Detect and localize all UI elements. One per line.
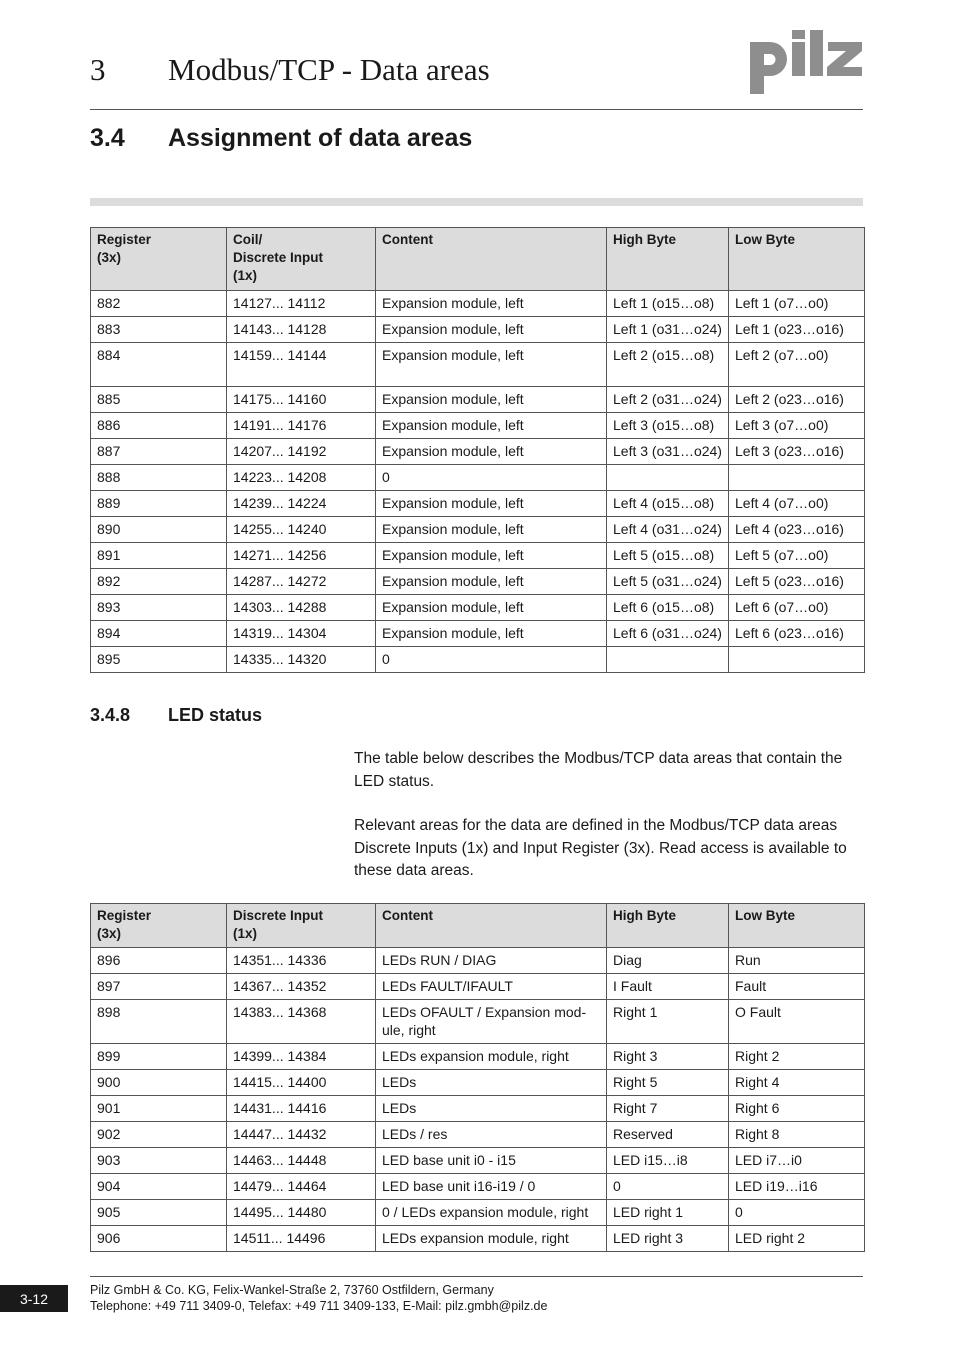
cell-discrete-input: 14479... 14464 [227, 1174, 376, 1200]
cell-discrete-input: 14271... 14256 [227, 543, 376, 569]
cell-discrete-input: 14335... 14320 [227, 647, 376, 673]
cell-content: LEDs [376, 1096, 607, 1122]
table-header-row [91, 228, 865, 291]
cell-low-byte: Right 4 [729, 1070, 865, 1096]
table-row [91, 647, 865, 673]
cell-register: 897 [91, 974, 227, 1000]
expansion-module-table [90, 227, 865, 673]
cell-low-byte: Right 8 [729, 1122, 865, 1148]
section-number: 3.4 [90, 124, 125, 152]
table-row [91, 595, 865, 621]
cell-register: 898 [91, 1000, 227, 1044]
cell-discrete-input: 14287... 14272 [227, 569, 376, 595]
cell-high-byte: Left 3 (o15…o8) [607, 413, 729, 439]
table-row [91, 291, 865, 317]
section-divider-bar [90, 198, 863, 206]
table-row [91, 1000, 865, 1044]
cell-low-byte: Left 5 (o23…o16) [729, 569, 865, 595]
column-header-register: Register (3x) [91, 228, 227, 291]
chapter-number: 3 [90, 52, 106, 87]
cell-discrete-input: 14303... 14288 [227, 595, 376, 621]
cell-high-byte: I Fault [607, 974, 729, 1000]
table-row [91, 343, 865, 387]
cell-register: 905 [91, 1200, 227, 1226]
cell-content: LEDs RUN / DIAG [376, 948, 607, 974]
cell-register: 891 [91, 543, 227, 569]
cell-high-byte: Left 6 (o15…o8) [607, 595, 729, 621]
cell-content: Expansion module, left [376, 517, 607, 543]
chapter-title: Modbus/TCP - Data areas [168, 52, 490, 87]
cell-high-byte: 0 [607, 1174, 729, 1200]
cell-high-byte: Left 2 (o31…o24) [607, 387, 729, 413]
subsection-title: LED status [168, 705, 263, 725]
table-row [91, 543, 865, 569]
cell-content: 0 / LEDs expansion module, right [376, 1200, 607, 1226]
cell-high-byte: Left 6 (o31…o24) [607, 621, 729, 647]
cell-discrete-input: 14191... 14176 [227, 413, 376, 439]
cell-low-byte: Left 2 (o7…o0) [729, 343, 865, 387]
table-row [91, 569, 865, 595]
footer-contact: Telephone: +49 711 3409-0, Telefax: +49 711 3409-133, E-Mail: pilz.gmbh@pilz.de [90, 1299, 548, 1313]
cell-discrete-input: 14207... 14192 [227, 439, 376, 465]
table-row [91, 1044, 865, 1070]
cell-register: 892 [91, 569, 227, 595]
cell-high-byte: Right 5 [607, 1070, 729, 1096]
cell-content: Expansion module, left [376, 595, 607, 621]
cell-high-byte: LED right 3 [607, 1226, 729, 1252]
cell-content: Expansion module, left [376, 317, 607, 343]
cell-high-byte: Left 1 (o15…o8) [607, 291, 729, 317]
cell-discrete-input: 14463... 14448 [227, 1148, 376, 1174]
cell-content: Expansion module, left [376, 439, 607, 465]
cell-high-byte [607, 647, 729, 673]
cell-low-byte: LED i7…i0 [729, 1148, 865, 1174]
cell-discrete-input: 14431... 14416 [227, 1096, 376, 1122]
cell-discrete-input: 14175... 14160 [227, 387, 376, 413]
cell-discrete-input: 14239... 14224 [227, 491, 376, 517]
cell-register: 896 [91, 948, 227, 974]
cell-discrete-input: 14495... 14480 [227, 1200, 376, 1226]
cell-high-byte: LED right 1 [607, 1200, 729, 1226]
cell-discrete-input: 14127... 14112 [227, 291, 376, 317]
cell-low-byte: Left 2 (o23…o16) [729, 387, 865, 413]
cell-discrete-input: 14319... 14304 [227, 621, 376, 647]
cell-low-byte: Left 3 (o7…o0) [729, 413, 865, 439]
cell-high-byte: Left 4 (o31…o24) [607, 517, 729, 543]
section-title: Assignment of data areas [168, 124, 473, 152]
cell-discrete-input: 14415... 14400 [227, 1070, 376, 1096]
cell-content: LEDs FAULT/IFAULT [376, 974, 607, 1000]
cell-discrete-input: 14159... 14144 [227, 343, 376, 387]
cell-register: 886 [91, 413, 227, 439]
cell-content: Expansion module, left [376, 343, 607, 387]
cell-content: LED base unit i0 - i15 [376, 1148, 607, 1174]
cell-discrete-input: 14447... 14432 [227, 1122, 376, 1148]
cell-content: LEDs OFAULT / Expansion mod- ule, right [376, 1000, 607, 1044]
cell-register: 903 [91, 1148, 227, 1174]
column-header-register: Register (3x) [91, 904, 227, 948]
cell-low-byte [729, 647, 865, 673]
cell-content: Expansion module, left [376, 291, 607, 317]
cell-low-byte: 0 [729, 1200, 865, 1226]
cell-high-byte [607, 465, 729, 491]
cell-register: 902 [91, 1122, 227, 1148]
column-header-high-byte: High Byte [607, 904, 729, 948]
cell-low-byte: Run [729, 948, 865, 974]
cell-content: LED base unit i16-i19 / 0 [376, 1174, 607, 1200]
cell-high-byte: Left 4 (o15…o8) [607, 491, 729, 517]
cell-discrete-input: 14511... 14496 [227, 1226, 376, 1252]
cell-high-byte: Right 7 [607, 1096, 729, 1122]
cell-low-byte: LED right 2 [729, 1226, 865, 1252]
table-row [91, 413, 865, 439]
cell-register: 887 [91, 439, 227, 465]
cell-content: Expansion module, left [376, 491, 607, 517]
cell-high-byte: Right 3 [607, 1044, 729, 1070]
cell-low-byte: Fault [729, 974, 865, 1000]
cell-discrete-input: 14367... 14352 [227, 974, 376, 1000]
cell-discrete-input: 14223... 14208 [227, 465, 376, 491]
cell-low-byte: LED i19…i16 [729, 1174, 865, 1200]
cell-register: 906 [91, 1226, 227, 1252]
cell-high-byte: LED i15…i8 [607, 1148, 729, 1174]
cell-content: LEDs expansion module, right [376, 1044, 607, 1070]
cell-discrete-input: 14255... 14240 [227, 517, 376, 543]
table-row [91, 974, 865, 1000]
table-row [91, 387, 865, 413]
access-paragraph: Relevant areas for the data are defined in the Modbus/TCP data areas Discrete Inputs (1x) and Input Register (3x). Read access is available to these data areas. [354, 817, 847, 879]
cell-low-byte: Right 2 [729, 1044, 865, 1070]
table-row [91, 948, 865, 974]
cell-low-byte: Left 3 (o23…o16) [729, 439, 865, 465]
cell-content: Expansion module, left [376, 413, 607, 439]
column-header-content: Content [376, 228, 607, 291]
cell-low-byte: Left 1 (o7…o0) [729, 291, 865, 317]
cell-register: 885 [91, 387, 227, 413]
column-header-content: Content [376, 904, 607, 948]
cell-low-byte: Left 5 (o7…o0) [729, 543, 865, 569]
cell-low-byte [729, 465, 865, 491]
led-status-table [90, 903, 865, 1252]
cell-register: 895 [91, 647, 227, 673]
cell-discrete-input: 14383... 14368 [227, 1000, 376, 1044]
cell-high-byte: Left 3 (o31…o24) [607, 439, 729, 465]
table-row [91, 1122, 865, 1148]
cell-register: 893 [91, 595, 227, 621]
table-row [91, 1148, 865, 1174]
table-row [91, 621, 865, 647]
table-row [91, 1070, 865, 1096]
column-header-discrete-input: Discrete Input (1x) [227, 904, 376, 948]
table-row [91, 1226, 865, 1252]
cell-discrete-input: 14399... 14384 [227, 1044, 376, 1070]
cell-low-byte: Left 6 (o23…o16) [729, 621, 865, 647]
table-row [91, 439, 865, 465]
cell-register: 901 [91, 1096, 227, 1122]
footer-rule [90, 1276, 863, 1277]
cell-content: Expansion module, left [376, 621, 607, 647]
cell-content: 0 [376, 647, 607, 673]
cell-content: Expansion module, left [376, 543, 607, 569]
table-row [91, 491, 865, 517]
cell-register: 890 [91, 517, 227, 543]
column-header-discrete-input: Coil/ Discrete Input (1x) [227, 228, 376, 291]
cell-high-byte: Left 5 (o15…o8) [607, 543, 729, 569]
column-header-high-byte: High Byte [607, 228, 729, 291]
cell-register: 889 [91, 491, 227, 517]
cell-low-byte: Right 6 [729, 1096, 865, 1122]
cell-register: 904 [91, 1174, 227, 1200]
intro-paragraph: The table below describes the Modbus/TCP data areas that contain the LED status. [354, 750, 843, 790]
cell-register: 883 [91, 317, 227, 343]
cell-content: Expansion module, left [376, 569, 607, 595]
cell-register: 882 [91, 291, 227, 317]
cell-high-byte: Left 2 (o15…o8) [607, 343, 729, 387]
cell-content: LEDs / res [376, 1122, 607, 1148]
cell-high-byte: Right 1 [607, 1000, 729, 1044]
cell-register: 894 [91, 621, 227, 647]
cell-content: LEDs expansion module, right [376, 1226, 607, 1252]
subsection-number: 3.4.8 [90, 705, 131, 725]
cell-high-byte: Diag [607, 948, 729, 974]
cell-content: 0 [376, 465, 607, 491]
cell-high-byte: Reserved [607, 1122, 729, 1148]
table-row [91, 517, 865, 543]
cell-content: Expansion module, left [376, 387, 607, 413]
table-row [91, 1174, 865, 1200]
table-row [91, 317, 865, 343]
cell-low-byte: O Fault [729, 1000, 865, 1044]
page-number-badge: 3-12 [0, 1285, 68, 1312]
column-header-low-byte: Low Byte [729, 904, 865, 948]
pilz-logo [748, 28, 866, 98]
cell-discrete-input: 14143... 14128 [227, 317, 376, 343]
column-header-low-byte: Low Byte [729, 228, 865, 291]
header-rule [90, 109, 863, 110]
cell-low-byte: Left 6 (o7…o0) [729, 595, 865, 621]
table-row [91, 1096, 865, 1122]
cell-register: 900 [91, 1070, 227, 1096]
cell-high-byte: Left 5 (o31…o24) [607, 569, 729, 595]
footer-address: Pilz GmbH & Co. KG, Felix-Wankel-Straße 2, 73760 Ostfildern, Germany [90, 1283, 494, 1297]
cell-register: 888 [91, 465, 227, 491]
cell-low-byte: Left 4 (o23…o16) [729, 517, 865, 543]
cell-discrete-input: 14351... 14336 [227, 948, 376, 974]
table-row [91, 1200, 865, 1226]
table-header-row [91, 904, 865, 948]
cell-low-byte: Left 4 (o7…o0) [729, 491, 865, 517]
cell-content: LEDs [376, 1070, 607, 1096]
cell-low-byte: Left 1 (o23…o16) [729, 317, 865, 343]
cell-register: 884 [91, 343, 227, 387]
cell-register: 899 [91, 1044, 227, 1070]
table-row [91, 465, 865, 491]
cell-high-byte: Left 1 (o31…o24) [607, 317, 729, 343]
